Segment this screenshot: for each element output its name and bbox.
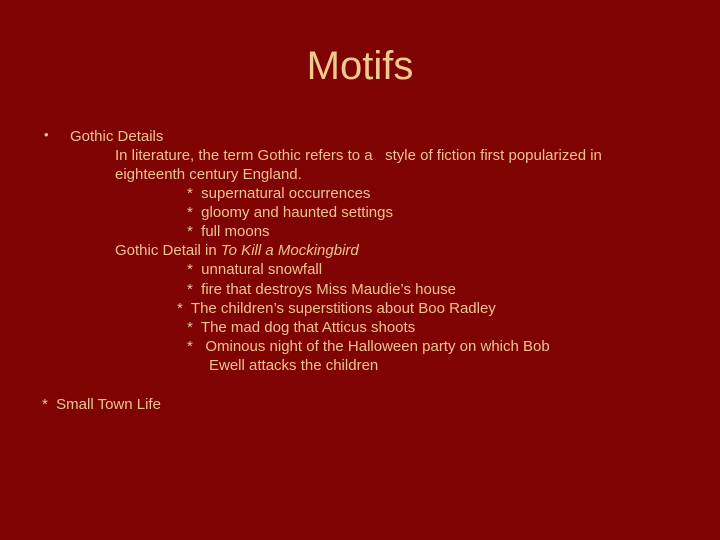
- bullet-icon: •: [44, 127, 49, 142]
- novel-title: To Kill a Mockingbird: [220, 242, 359, 259]
- novel-item: * The children’s superstitions about Boo Radley: [177, 300, 496, 317]
- gothic-item: * full moons: [187, 223, 270, 240]
- gothic-item: * supernatural occurrences: [187, 185, 371, 202]
- novel-item: * Ominous night of the Halloween party on which Bob: [187, 338, 550, 355]
- novel-item: * The mad dog that Atticus shoots: [187, 319, 416, 336]
- novel-item-continuation: Ewell attacks the children: [209, 357, 379, 374]
- small-town-life-motif: * Small Town Life: [42, 396, 161, 413]
- detail-heading-prefix: Gothic Detail in: [115, 242, 221, 259]
- novel-item: * unnatural snowfall: [187, 261, 323, 278]
- definition-line-2: eighteenth century England.: [115, 166, 302, 183]
- detail-heading: [115, 241, 359, 260]
- novel-item: * fire that destroys Miss Maudie’s house: [187, 281, 457, 298]
- definition-line-1: In literature, the term Gothic refers to a style of fiction first popularized in: [115, 147, 602, 164]
- gothic-item: * gloomy and haunted settings: [187, 204, 393, 221]
- gothic-details-heading: Gothic Details: [70, 128, 164, 145]
- slide-title: Motifs: [306, 44, 414, 88]
